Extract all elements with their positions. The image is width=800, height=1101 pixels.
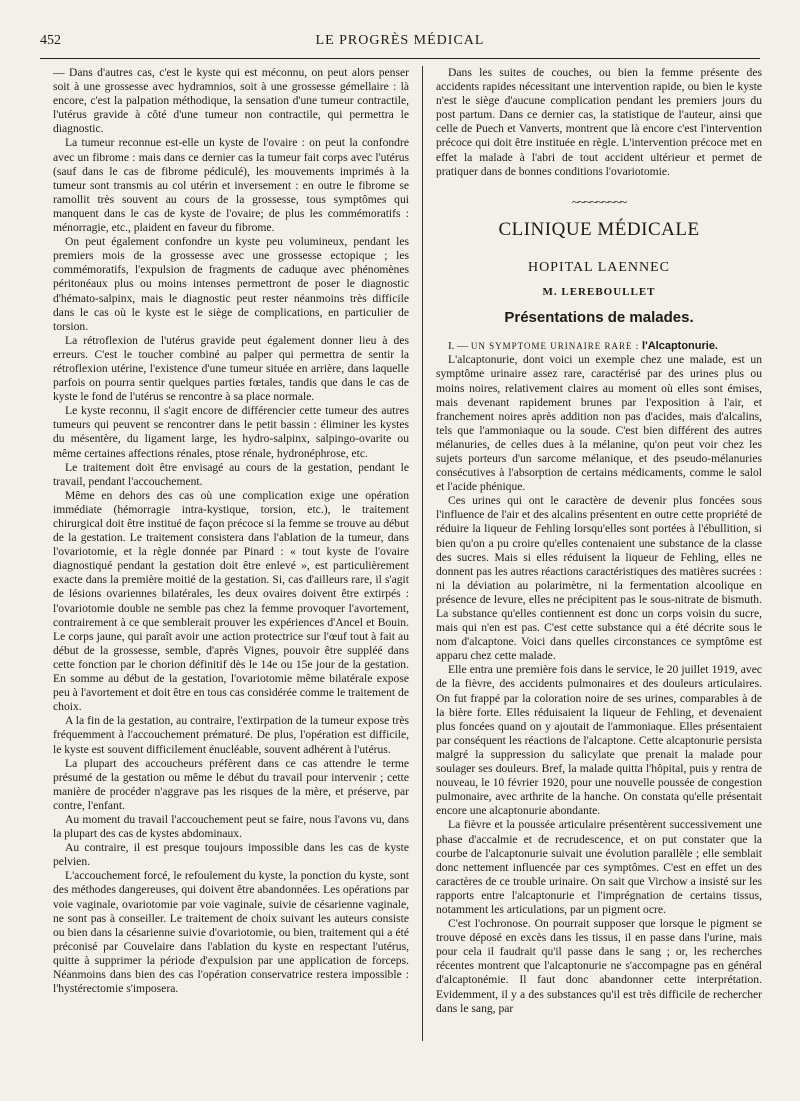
paragraph: La tumeur reconnue est-elle un kyste de l'ovaire : on peut la confondre avec un fibrome : mais dans ce dernier cas la tumeur fait corps avec l'utérus (sauf dans le cas de fibrome pédiculé), les mouvements imprimés à la tumeur sont transmis au col utérin et inversement : en outre le fibrome se ramollit très souvent au cours de la grossesse, tous symptômes qui manquent dans le cas de kyste de l'ovaire; de plus les commémoratifs : ménorragie, etc., plaident en faveur du fibrome.: [53, 136, 409, 235]
journal-title: LE PROGRÈS MÉDICAL: [315, 33, 485, 48]
paragraph: La rétroflexion de l'utérus gravide peut également donner lieu à des erreurs. C'est le toucher combiné au palper qui permettra de sentir la rétroflexion utérine, l'existence d'une tumeur située en arrière, dans laquelle parfois on pourra sentir quelques parties fœtales, tandis que dans le cas de kyste le fond de l'utérus se rencontre à sa place normale.: [53, 333, 409, 404]
subhead-number: I. —: [448, 340, 469, 353]
article-subhead: [436, 339, 762, 353]
page-number: 452: [40, 33, 61, 48]
subsection-title: Présentations de malades.: [504, 309, 694, 327]
paragraph: — Dans d'autres cas, c'est le kyste qui est méconnu, on peut alors penser soit à une grossesse avec hydramnios, soit à une grossesse gémellaire : là encore, c'est la palpation méthodique, la sensation d'une tumeur contractile, l'utérus gravide à côté d'une tumeur non contractile, qui permettra le diagnostic.: [53, 66, 409, 136]
ornament-divider: ~~~~~~~~~: [571, 193, 627, 209]
paragraph: Le traitement doit être envisagé au cours de la gestation, pendant le travail, pendant l'accouchement.: [53, 460, 409, 488]
paragraph: La fièvre et la poussée articulaire présentèrent successivement une phase d'accalmie et de recrudescence, et on put constater que la courbe de l'alcaptonurie suivait une évolution parallèle ; elle semblait donc nettement influencée par ces symptômes. C'est en effet un des caractères de ce trouble urinaire. On sait que Virchow a insisté sur les rapports entre l'alcaptonurie et l'imprégnation de certains tissus, notamment les articulations, par un pigment ocre.: [436, 818, 762, 916]
paragraph: Dans les suites de couches, ou bien la femme présente des accidents rapides nécessitant une intervention rapide, ou bien le kyste n'est le siège d'aucune complication pendant les premiers jours du post partum. Dans ce dernier cas, la statistique de l'auteur, ainsi que celle de Puech et Vanverts, montrent que là encore c'est l'intervention précoce qui doit être instituée en règle. L'intervention précoce met en effet la malade à l'abri de tout accident ultérieur et permet de pratiquer dans de bonnes conditions l'ovariotomie.: [436, 66, 762, 178]
right-column: [436, 66, 762, 1016]
paragraph: On peut également confondre un kyste peu volumineux, pendant les premiers mois de la grossesse avec une grossesse ectopique ; les commémoratifs, l'expulsion de fragments de caduque avec phénomènes péritonéaux plus ou moins intenses permettront de poser le diagnostic d'hémato-salpinx, mais le diagnostic peut rester néanmoins très difficile dans le cas où le kyste est le siège de complications, en particulier de torsion.: [53, 235, 409, 333]
left-column: [53, 66, 409, 996]
doctor-name: M. LEREBOULLET: [542, 286, 656, 299]
paragraph: L'accouchement forcé, le refoulement du kyste, la ponction du kyste, sont des méthodes dangereuses, qui doivent être abandonnées. Les opérations par voie vaginale, ovariotomie par voie vaginale, suivie de césarienne vaginale, ne sont pas à conseiller. Le traitement de choix suivant les auteurs consiste ou bien dans la césarienne suivie d'ovariotomie, ou bien, traitement qui a été préconisé par Couvelaire dans l'ablation du kyste en respectant l'utérus, quitte à supprimer la période d'expulsion par une application de forceps. Néanmoins dans bien des cas l'opération conservatrice restera impossible : l'hystérectomie s'imposera.: [53, 869, 409, 996]
paragraph: Même en dehors des cas où une complication exige une opération immédiate (hémorragie intra-kystique, torsion, etc.), le traitement chirurgical doit être institué de façon précoce si la femme se trouve au début de la gestation. Le traitement consistera dans l'ablation de la tumeur, dans l'ovariotomie, et la règle donnée par Pinard : « tout kyste de l'ovaire diagnostiqué pendant la gestation doit être enlevé », est particulièrement exacte dans la première moitié de la gestation. Si, cas d'ailleurs rare, il s'agit de lésions ovariennes bilatérales, les deux ovaires doivent être extirpés : l'ovariotomie double ne semble pas chez la femme provoquer l'avortement, contrairement à ce que semblerait prouver les expériences d'Ancel et Bouin. Le corps jaune, qui paraît avoir une action protectrice sur l'œuf tout à fait au début de la grossesse, semble, d'après Vignes, pouvoir être suppléé dans cette fonction par le chorion définitif dès le 14e ou 15e jour de la gestation. En somme au début de la gestation, l'ovariotomie même bilatérale expose peu à l'avortement et doit être en tous cas considérée comme le traitement de choix.: [53, 488, 409, 714]
paragraph: Elle entra une première fois dans le service, le 20 juillet 1919, avec de la fièvre, des accidents pulmonaires et des douleurs articulaires. On fut frappé par la coloration noire de ses urines, comparables à de la bière forte. Elles réduisaient la liqueur de Fehling, et devenaient plus foncées quand on y ajoutait de l'ammoniaque. Elles présentaient par conséquent les réactions de l'alcaptone. Cette alcaptonurie persista malgré la suppression du salicylate que prenait la malade pour soulager ses douleurs. Bref, la malade quitta l'hôpital, puis y rentra de nouveau, le 10 février 1920, pour une nouvelle poussée de congestion pulmonaire, avec arthrite de la hanche. On constata qu'elle présentait encore une alcaptonurie abondante.: [436, 663, 762, 818]
paragraph: A la fin de la gestation, au contraire, l'extirpation de la tumeur expose très fréquemment à l'accouchement prématuré. De plus, l'opération est difficile, le kyste est souvent difficilement énucléable, souvent adhérent à l'utérus.: [53, 714, 409, 756]
header-rule: [40, 58, 760, 59]
section-title: CLINIQUE MÉDICALE: [498, 218, 700, 240]
paragraph: Au moment du travail l'accouchement peut se faire, nous l'avons vu, dans la plupart des cas de kystes abdominaux.: [53, 812, 409, 841]
hospital-name: HOPITAL LAENNEC: [527, 259, 671, 275]
column-divider: [422, 66, 423, 1041]
page-header: [40, 33, 760, 53]
paragraph: C'est l'ochronose. On pourrait supposer que lorsque le pigment se trouve déposé en excès dans les tissus, il en passe dans l'urine, mais pour cela il faudrait qu'il passe dans le sang ; or, les recherches récentes montrent que l'alcaptonurie ne s'accompagne pas en général d'alcaptonémie. Il faut donc abandonner cette interprétation. Evidemment, il y a des substances qu'il est très difficile de rechercher dans le sang, par: [436, 917, 762, 1015]
paragraph: L'alcaptonurie, dont voici un exemple chez une malade, est un symptôme urinaire assez rare, caractérisé par des urines plus ou moins noires, relativement claires au moment où elles sont émises, mais devenant rapidement brunes par l'exposition à l'air, et franchement noires après addition non pas d'acides, mais d'alcalins, tels que l'ammoniaque ou la soude. C'est bien différent des autres mélanuries, de celles dues à la mélanine, qu'on peut voir chez les sujets porteurs d'un sarcome mélanique, et des pseudo-mélanuries consécutives à l'absorption de certains médicaments, comme le salol et l'acide phénique.: [436, 353, 762, 494]
paragraph: La plupart des accoucheurs préfèrent dans ce cas attendre le terme présumé de la gestation ou même le début du travail pour intervenir ; cette manière de procéder n'aggrave pas les risques de la mère, et préserve, par contre, l'enfant.: [53, 756, 409, 812]
paragraph: Au contraire, il est presque toujours impossible dans les cas de kyste pelvien.: [53, 841, 409, 869]
subhead-caps: UN SYMPTOME URINAIRE RARE :: [470, 341, 640, 352]
paragraph: Ces urines qui ont le caractère de devenir plus foncées sous l'influence de l'air et des alcalins présentent en outre cette propriété de réduire la liqueur de Fehling lorsqu'elles sont portées à l'ébullition, si bien qu'on a pu croire qu'elles contenaient une substance de la classe des sucres. Mais si elles réduisent la liqueur de Fehling, elles ne donnent pas les autres réactions caractéristiques des matières sucrées : ni la déviation au polarimètre, ni la fermentation alcoolique en présence de levure, elles ne précipitent pas le sous-nitrate de bismuth. La substance qu'elles contiennent est donc un corps voisin du sucre, mais qui n'en est pas. C'est cette substance qui a été décrite sous le nom d'alcaptone. Voici dans quelles circonstances ce symptôme est apparu chez cette malade.: [436, 494, 762, 663]
subhead-bold: l'Alcaptonurie.: [642, 340, 718, 353]
paragraph: Le kyste reconnu, il s'agit encore de différencier cette tumeur des autres tumeurs qui peuvent se rencontrer dans le petit bassin : éliminer les kystes du mésentère, du ligament large, les hydro-salpinx, salpingo-ovarite ou même certaines affections rénales, ptose rénale, hydronéphrose, etc.: [53, 404, 409, 460]
